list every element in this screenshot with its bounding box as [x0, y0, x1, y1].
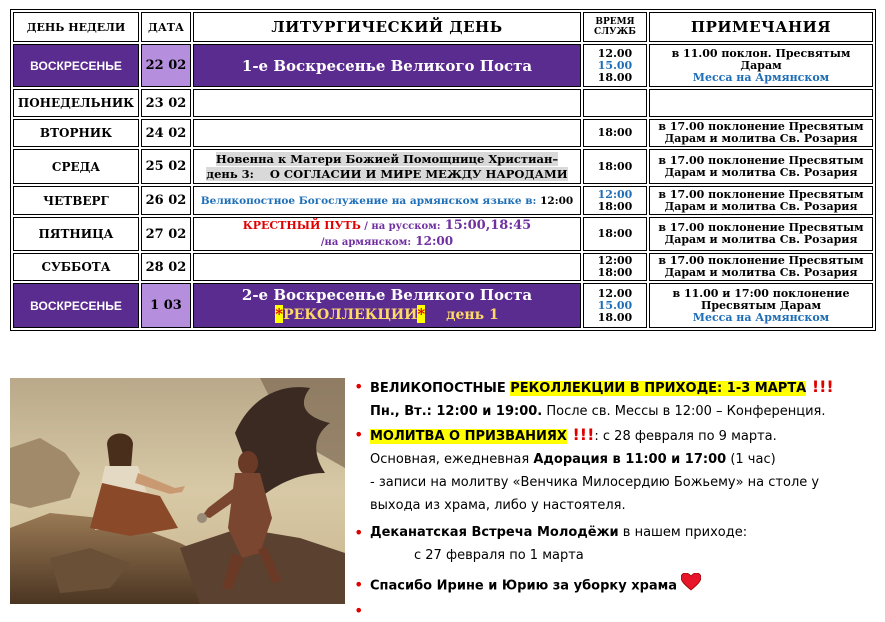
armenian-time: 12:00 — [415, 234, 454, 248]
note-line: Дарам и молитва Св. Розария — [664, 132, 858, 145]
heart-icon — [681, 573, 701, 599]
day-cell: ВОСКРЕСЕНЬЕ — [13, 44, 139, 87]
time-value: 15.00 — [597, 58, 633, 72]
novena-title: Новенна к Матери Божией Помощнице Христиан– — [215, 151, 559, 166]
liturgical-cell — [193, 186, 581, 215]
table-row — [13, 186, 873, 215]
list-item — [352, 599, 872, 620]
header-time-line2: СЛУЖБ — [594, 27, 636, 37]
time-value: 18.00 — [597, 70, 633, 84]
note-line: Пресвятым Дарам — [700, 298, 822, 312]
adoration-times: Адорация в 11:00 и 17:00 — [533, 452, 727, 467]
list-item — [352, 521, 872, 544]
day-cell: ВОСКРЕСЕНЬЕ — [13, 283, 139, 328]
bullet-icon: • — [354, 575, 364, 594]
russian-times: 15:00,18:45 — [444, 218, 532, 233]
notes-cell — [649, 149, 873, 184]
vocations-dates: : с 28 февраля по 9 марта. — [594, 429, 777, 444]
notes-cell — [649, 89, 873, 117]
list-item-continuation: с 27 февраля по 1 марта — [414, 548, 584, 563]
date-cell: 1 03 — [141, 283, 191, 328]
exclaim-mark: !!! — [566, 425, 595, 444]
notes-cell — [649, 119, 873, 147]
exclaim-mark: !!! — [806, 377, 834, 396]
retreat-times: Пн., Вт.: 12:00 и 19:00. — [370, 404, 543, 419]
notes-cell — [649, 217, 873, 251]
day-cell: СУББОТА — [13, 253, 139, 281]
header-liturgical: ЛИТУРГИЧЕСКИЙ ДЕНЬ — [193, 12, 581, 42]
youth-meeting-heading: Деканатская Встреча Молодёжи — [370, 525, 619, 540]
list-item-continuation: выхода из храма, либо у настоятеля. — [370, 498, 626, 513]
day-cell: СРЕДА — [13, 149, 139, 184]
retreat-heading: ВЕЛИКОПОСТНЫЕ — [370, 381, 511, 396]
liturgical-cell — [193, 119, 581, 147]
note-line: в 17.00 поклонение Пресвятым — [658, 254, 864, 267]
liturgical-cell — [193, 89, 581, 117]
painting-svg — [10, 378, 345, 604]
times-cell: 18:00 — [583, 217, 647, 251]
list-item — [352, 423, 872, 448]
table-row — [13, 217, 873, 251]
time-value: 12:00 — [597, 187, 633, 201]
temptation-of-christ-painting — [10, 378, 345, 604]
sunday-title: 2-е Воскресенье Великого Поста — [241, 286, 533, 304]
time-value: 12:00 — [597, 254, 633, 267]
times-cell — [583, 283, 647, 328]
adoration-intro: Основная, ежедневная — [370, 452, 534, 467]
times-cell — [583, 89, 647, 117]
thanks-text: Спасибо Ирине и Юрию за уборку храма — [370, 578, 678, 594]
adoration-duration: (1 час) — [726, 452, 776, 467]
date-cell: 23 02 — [141, 89, 191, 117]
liturgical-cell — [193, 217, 581, 251]
table-row — [13, 253, 873, 281]
day-cell: ВТОРНИК — [13, 119, 139, 147]
table-row — [13, 119, 873, 147]
table-row — [13, 89, 873, 117]
vocations-heading: МОЛИТВА О ПРИЗВАНИЯХ — [370, 429, 567, 444]
note-line: в 17.00 поклонение Пресвятым — [658, 221, 864, 234]
time-value: 12.00 — [597, 46, 633, 60]
liturgical-cell — [193, 283, 581, 328]
announcements — [352, 375, 872, 620]
header-row — [13, 12, 873, 42]
day-cell: ПОНЕДЕЛЬНИК — [13, 89, 139, 117]
note-line: в 11.00 и 17:00 поклонение — [672, 286, 850, 300]
time-value: 18:00 — [597, 199, 633, 213]
note-line: Дарам и молитва Св. Розария — [664, 199, 858, 213]
note-line: в 17.00 поклонение Пресвятым — [658, 120, 864, 133]
bullet-icon: • — [354, 523, 364, 542]
date-cell: 28 02 — [141, 253, 191, 281]
notes-cell — [649, 186, 873, 215]
date-cell: 24 02 — [141, 119, 191, 147]
note-line: в 11.00 поклон. Пресвятым Дарам — [671, 46, 851, 72]
bullet-icon: • — [354, 377, 364, 396]
note-line: Месса на Армянском — [692, 310, 830, 324]
header-time — [583, 12, 647, 42]
novena-intention: день 3: О СОГЛАСИИ И МИРЕ МЕЖДУ НАРОДАМИ — [206, 166, 568, 181]
list-item-continuation — [352, 448, 872, 471]
table-row — [13, 44, 873, 87]
star-mark: * — [275, 305, 284, 323]
day-cell: ЧЕТВЕРГ — [13, 186, 139, 215]
table-row — [13, 149, 873, 184]
stations-label: КРЕСТНЫЙ ПУТЬ — [242, 219, 361, 232]
notes-cell — [649, 44, 873, 87]
note-line: Дарам и молитва Св. Розария — [664, 266, 858, 279]
retreat-label: РЕКОЛЛЕКЦИИ — [283, 307, 418, 323]
time-value: 18:00 — [597, 266, 633, 279]
youth-meeting-place: в нашем приходе: — [618, 525, 748, 540]
bullet-icon: • — [354, 425, 364, 444]
list-item-continuation: - записи на молитву «Венчика Милосердию Божьему» на столе у — [370, 475, 820, 490]
note-line: Дарам и молитва Св. Розария — [664, 233, 858, 246]
time-value: 12.00 — [597, 286, 633, 300]
time-value: 18.00 — [597, 310, 633, 324]
header-day: ДЕНЬ НЕДЕЛИ — [13, 12, 139, 42]
armenian-service-label: Великопостное Богослужение на армянском языке в: — [200, 194, 537, 207]
list-item-continuation — [352, 400, 872, 423]
time-value: 15.00 — [597, 298, 633, 312]
header-time-line1: ВРЕМЯ — [595, 17, 635, 27]
armenian-label: /на армянском: — [320, 237, 412, 248]
times-cell — [583, 253, 647, 281]
date-cell: 25 02 — [141, 149, 191, 184]
note-line: Месса на Армянском — [692, 70, 830, 84]
notes-cell — [649, 283, 873, 328]
retreat-highlight: РЕКОЛЛЕКЦИИ В ПРИХОДЕ: — [510, 381, 723, 396]
date-cell: 22 02 — [141, 44, 191, 87]
times-cell: 18:00 — [583, 119, 647, 147]
table-row — [13, 283, 873, 328]
list-item — [352, 375, 872, 400]
note-line: в 17.00 поклонение Пресвятым — [658, 153, 864, 167]
retreat-day: день 1 — [446, 307, 499, 323]
note-line: в 17.00 поклонение Пресвятым — [658, 187, 864, 201]
times-cell — [583, 44, 647, 87]
retreat-dates: 1-3 МАРТА — [722, 381, 807, 396]
schedule-table — [10, 9, 876, 331]
retreat-note: После св. Мессы в 12:00 – Конференция. — [542, 404, 826, 419]
date-cell: 26 02 — [141, 186, 191, 215]
notes-cell — [649, 253, 873, 281]
date-cell: 27 02 — [141, 217, 191, 251]
day-cell: ПЯТНИЦА — [13, 217, 139, 251]
note-line: Дарам и молитва Св. Розария — [664, 165, 858, 179]
times-cell — [583, 186, 647, 215]
bullet-icon: • — [354, 601, 364, 620]
liturgical-cell — [193, 253, 581, 281]
russian-label: / на русском: — [360, 221, 441, 232]
liturgical-cell — [193, 149, 581, 184]
header-notes: ПРИМЕЧАНИЯ — [649, 12, 873, 42]
liturgical-cell: 1-е Воскресенье Великого Поста — [193, 44, 581, 87]
star-mark: * — [417, 305, 426, 323]
header-date: ДАТА — [141, 12, 191, 42]
list-item — [352, 573, 872, 599]
armenian-service-time: 12:00 — [540, 194, 574, 207]
times-cell: 18:00 — [583, 149, 647, 184]
